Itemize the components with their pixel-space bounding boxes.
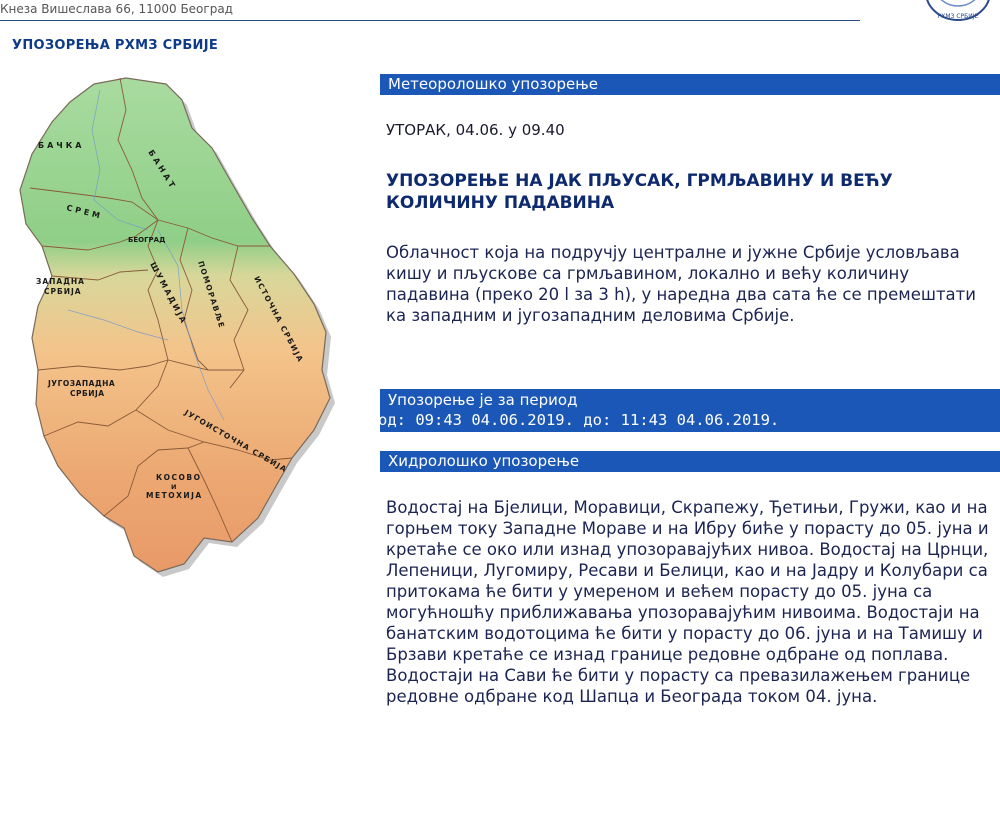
map-label-istocna-srbija: ИСТОЧНА СРБИЈА [252, 274, 306, 365]
header-divider [0, 20, 860, 21]
map-label-metohija: МЕТОХИЈА [146, 491, 203, 500]
rhmz-logo [922, 0, 994, 26]
map-label-pomoravlje: ПОМОРАВЉЕ [196, 259, 227, 330]
map-label-i: И [171, 483, 177, 491]
map-label-zapadna-srbija: СРБИЈА [44, 287, 82, 296]
warning-period-range: од: 09:43 04.06.2019. до: 11:43 04.06.2019. [378, 411, 780, 429]
meteo-warning-text: Облачност која на подручју централне и јужне Србије условљава кишу и пљускове са грмљавином, локално и већу количину падавина (преко 20 l за 3 h), у наредна два сата ће се премештати ка западним и југозападним деловима Србије. [386, 243, 977, 325]
logo-text: РХМЗ СРБИЈЕ [937, 13, 979, 20]
serbia-regions-map [8, 70, 353, 580]
hydro-warning-header: Хидролошко упозорење [380, 451, 1000, 472]
map-label-jugozapadna-srbija: СРБИЈА [70, 389, 105, 398]
map-label-backa: БАЧКА [38, 141, 85, 150]
map-label-banat: БАНАТ [146, 148, 179, 192]
header-address: Кнеза Вишеслава 66, 11000 Београд [0, 2, 233, 16]
map-label-jugoistocna-srbija: ЈУГОИСТОЧНА СРБИЈА [183, 407, 289, 475]
meteo-warning-header: Метеоролошко упозорење [380, 74, 1000, 95]
map-label-srem: СРЕМ [65, 203, 104, 221]
section-title: УПОЗОРЕЊА РХМЗ СРБИЈЕ [12, 38, 219, 53]
map-label-sumadija: ШУМАДИЈА [148, 260, 189, 327]
warning-period-box [380, 389, 1000, 432]
warning-period-label: Упозорење је за период [388, 391, 578, 409]
hydro-warning-text: Водостај на Бјелици, Моравици, Скрапежу, Ђетињи, Гружи, као и на горњем току Западне Мораве и на Ибру биће у порасту до 05. јуна и кретаће се око или изнад упозоравајућих нивоа. Водостај на Црнци, Лепеници, Лугомиру, Ресави и Белици, као и на Јадру и Колубари са притокама ће бити у умереном и већем порасту до 05. јуна са могућношћу приближавања упозоравајућим нивоима. Водостаји на банатским водотоцима ће бити у порасту до 06. јуна и на Тамишу и Брзави кретаће се изнад границе редовне одбране од поплава. Водостаји на Сави ће бити у порасту са превазилажењем границе редовне одбране код Шапца и Београда током 04. јуна. [386, 498, 989, 706]
map-label-kosovo: КОСОВО [156, 473, 202, 482]
map-label-beograd: БЕОГРАД [128, 236, 166, 244]
map-label-zapadna: ЗАПАДНА [36, 277, 85, 286]
meteo-warning-title: УПОЗОРЕЊЕ НА ЈАК ПЉУСАК, ГРМЉАВИНУ И ВЕЋУ КОЛИЧИНУ ПАДАВИНА [386, 171, 893, 213]
map-label-jugozapadna: ЈУГОЗАПАДНА [48, 379, 116, 388]
meteo-datetime: УТОРАК, 04.06. у 09.40 [386, 121, 565, 139]
